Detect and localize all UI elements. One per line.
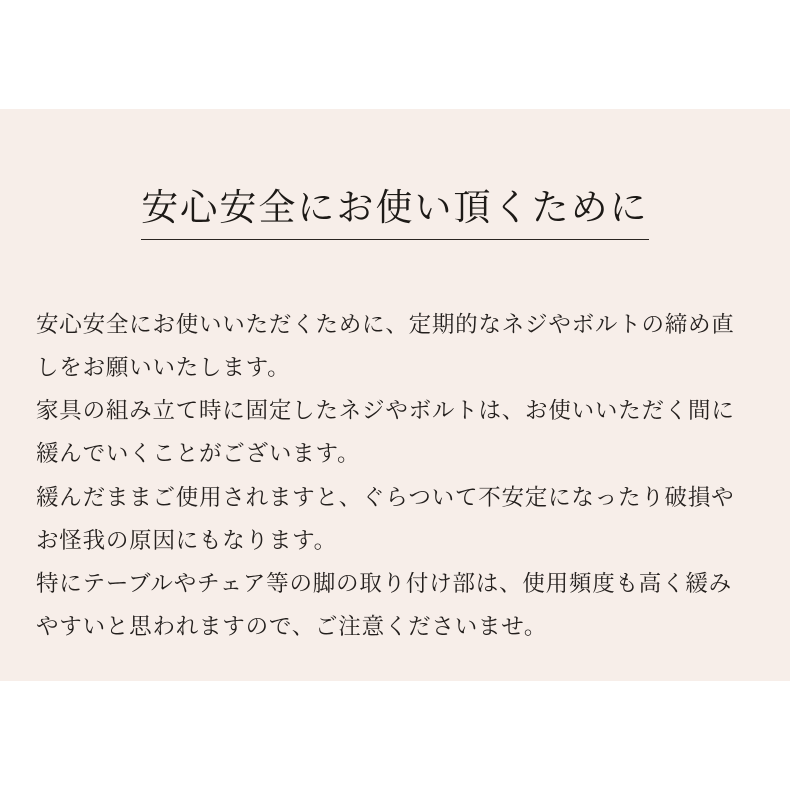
paragraph-3: 緩んだままご使用されますと、ぐらついて不安定になったり破損やお怪我の原因にもなります。 [36, 484, 735, 553]
page-title-container [36, 161, 754, 265]
content-panel [0, 109, 790, 681]
paragraph-1: 安心安全にお使いいただくために、定期的なネジやボルトの締め直しをお願いいたします。 [36, 311, 735, 380]
paragraph-2: 家具の組み立て時に固定したネジやボルトは、お使いいただく間に緩んでいくことがございます。 [36, 398, 735, 467]
body-text [36, 303, 754, 649]
content-area [0, 109, 790, 681]
paragraph-4: 特にテーブルやチェア等の脚の取り付け部は、使用頻度も高く緩みやすいと思われますので、ご注意くださいませ。 [36, 570, 732, 640]
page-title: 安心安全にお使い頂くために [141, 186, 648, 240]
